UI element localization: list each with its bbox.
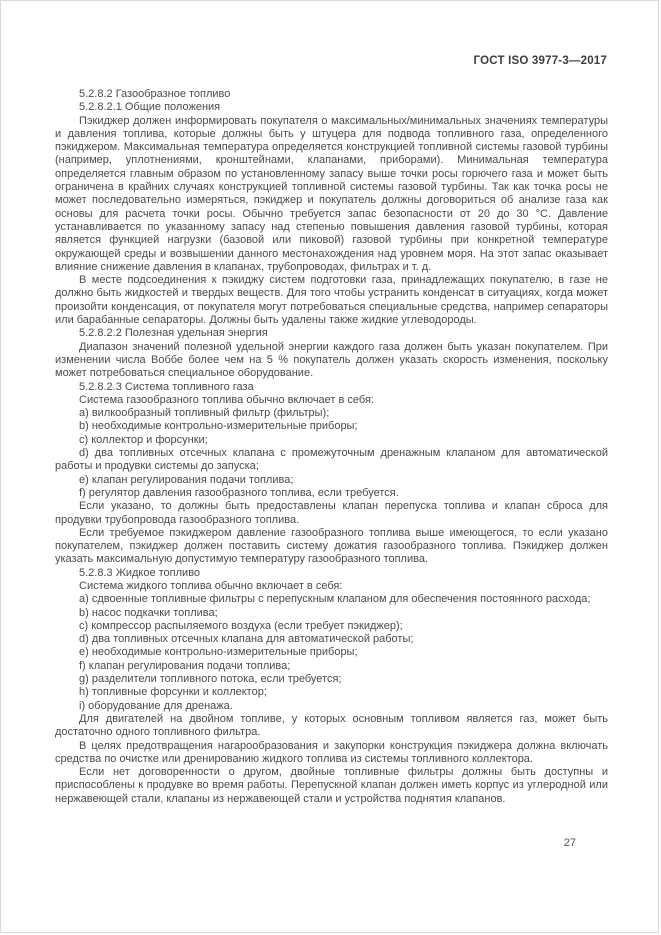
list-item: i) оборудование для дренажа. bbox=[79, 699, 233, 712]
paragraph: Пэкиджер должен информировать покупателя о максимальных/минимальных значениях температуры и давления топлива, которые должны быть у штуцера для подвода топливного газа, определенного пэкиджером. Максимальная температура определяется конструкцией топливной системы газовой турбины (например, уплотнениями, кронштейнами, клапанами, приборами). Минимальная температура определяется главным образом по установленному запасу выше точки росы горючего газа и может быть ограничена в крайних случаях конструкцией топливной системы газовой турбины. Так как точка росы не может последовательно измеряться, пэкиджер и покупатель должны договориться об анализе газа как основы для расчета точки росы. Обычно требуется запас безопасности от 20 до 30 °С. Давление устанавливается по указанному запасу над степенью повышения давления газовой турбины, которая является функцией нагрузки (базовой или пиковой) газовой турбины при конкретной температуре окружающей среды и возвышении данного местонахождения над уровнем моря. На этот запас оказывает влияние снижение давления в клапанах, трубопроводах, фильтрах и т. д. bbox=[55, 114, 608, 273]
list-item: c) коллектор и форсунки; bbox=[79, 433, 208, 446]
paragraph: Система жидкого топлива обычно включает в себя: bbox=[79, 579, 343, 592]
list-item: e) необходимые контрольно-измерительные приборы; bbox=[79, 646, 358, 659]
list-item: d) два топливных отсечных клапана для автоматической работы; bbox=[79, 633, 414, 646]
paragraph: Если требуемое пэкиджером давление газообразного топлива выше имеющегося, то если указано покупателем, пэкиджер должен поставить систему дожатия газообразного топлива. Пэкиджер должен указать максимальную допустимую температуру газообразного топлива. bbox=[55, 526, 608, 566]
section-heading: 5.2.8.2.2 Полезная удельная энергия bbox=[79, 327, 268, 340]
list-item: a) сдвоенные топливные фильтры с перепускным клапаном для обеспечения постоянного расхода; bbox=[79, 593, 591, 606]
paragraph: Система газообразного топлива обычно включает в себя: bbox=[79, 393, 374, 406]
list-item: b) насос подкачки топлива; bbox=[79, 606, 218, 619]
paragraph: Если нет договоренности о другом, двойные топливные фильтры должны быть доступны и приспособлены к продувке во время работы. Перепускной клапан должен иметь корпус из углеродной или нержавеющей стали, клапаны из нержавеющей стали и устройства поднятия клапанов. bbox=[55, 766, 608, 805]
list-item: f) регулятор давления газообразного топлива, если требуется. bbox=[79, 486, 399, 499]
section-heading: 5.2.8.2.3 Система топливного газа bbox=[79, 380, 254, 393]
list-item: g) разделители топливного потока, если требуется; bbox=[79, 673, 342, 686]
paragraph: В целях предотвращения нагарообразования и закупорки конструкция пэкиджера должна включать средства по очистке или дренированию жидкого топлива из системы топливного коллектора. bbox=[55, 739, 608, 765]
list-item: h) топливные форсунки и коллектор; bbox=[79, 686, 267, 699]
section-heading: 5.2.8.3 Жидкое топливо bbox=[79, 566, 201, 579]
document-body bbox=[55, 88, 608, 806]
paragraph: Для двигателей на двойном топливе, у которых основным топливом является газ, может быть достаточно одного топливного фильтра. bbox=[55, 712, 608, 739]
page-number: 27 bbox=[563, 837, 576, 849]
list-item: d) два топливных отсечных клапана с промежуточным дренажным клапаном для автоматической работы и продувки системы до запуска; bbox=[55, 447, 608, 473]
list-item: f) клапан регулирования подачи топлива; bbox=[79, 659, 291, 672]
list-item: e) клапан регулирования подачи топлива; bbox=[79, 473, 294, 486]
paragraph: Диапазон значений полезной удельной энергии каждого газа должен быть указан покупателем. При изменении числа Воббе более чем на 5 % покупатель должен указать скорость изменения, поскольку может потребоваться специальное оборудование. bbox=[55, 340, 608, 380]
list-item: c) компрессор распыляемого воздуха (если требует пэкиджер); bbox=[79, 619, 403, 632]
paragraph: Если указано, то должны быть предоставлены клапан перепуска топлива и клапан сброса для продувки трубопровода газообразного топлива. bbox=[55, 500, 608, 526]
document-code-header: ГОСТ ISO 3977-3—2017 bbox=[473, 55, 607, 67]
list-item: b) необходимые контрольно-измерительные приборы; bbox=[79, 420, 358, 433]
section-heading: 5.2.8.2.1 Общие положения bbox=[79, 101, 221, 114]
paragraph: В месте подсоединения к пэкиджу систем подготовки газа, принадлежащих покупателю, в газе не должно быть жидкостей и твердых веществ. Для того чтобы устранить конденсат в ситуациях, когда может произойти конденсация, от покупателя могут потребоваться специальные средства, например сепараторы или барабанные сепараторы. Должны быть удалены также жидкие углеводороды. bbox=[55, 274, 608, 327]
section-heading: 5.2.8.2 Газообразное топливо bbox=[79, 88, 231, 100]
list-item: a) вилкообразный топливный фильтр (фильтры); bbox=[79, 407, 330, 420]
